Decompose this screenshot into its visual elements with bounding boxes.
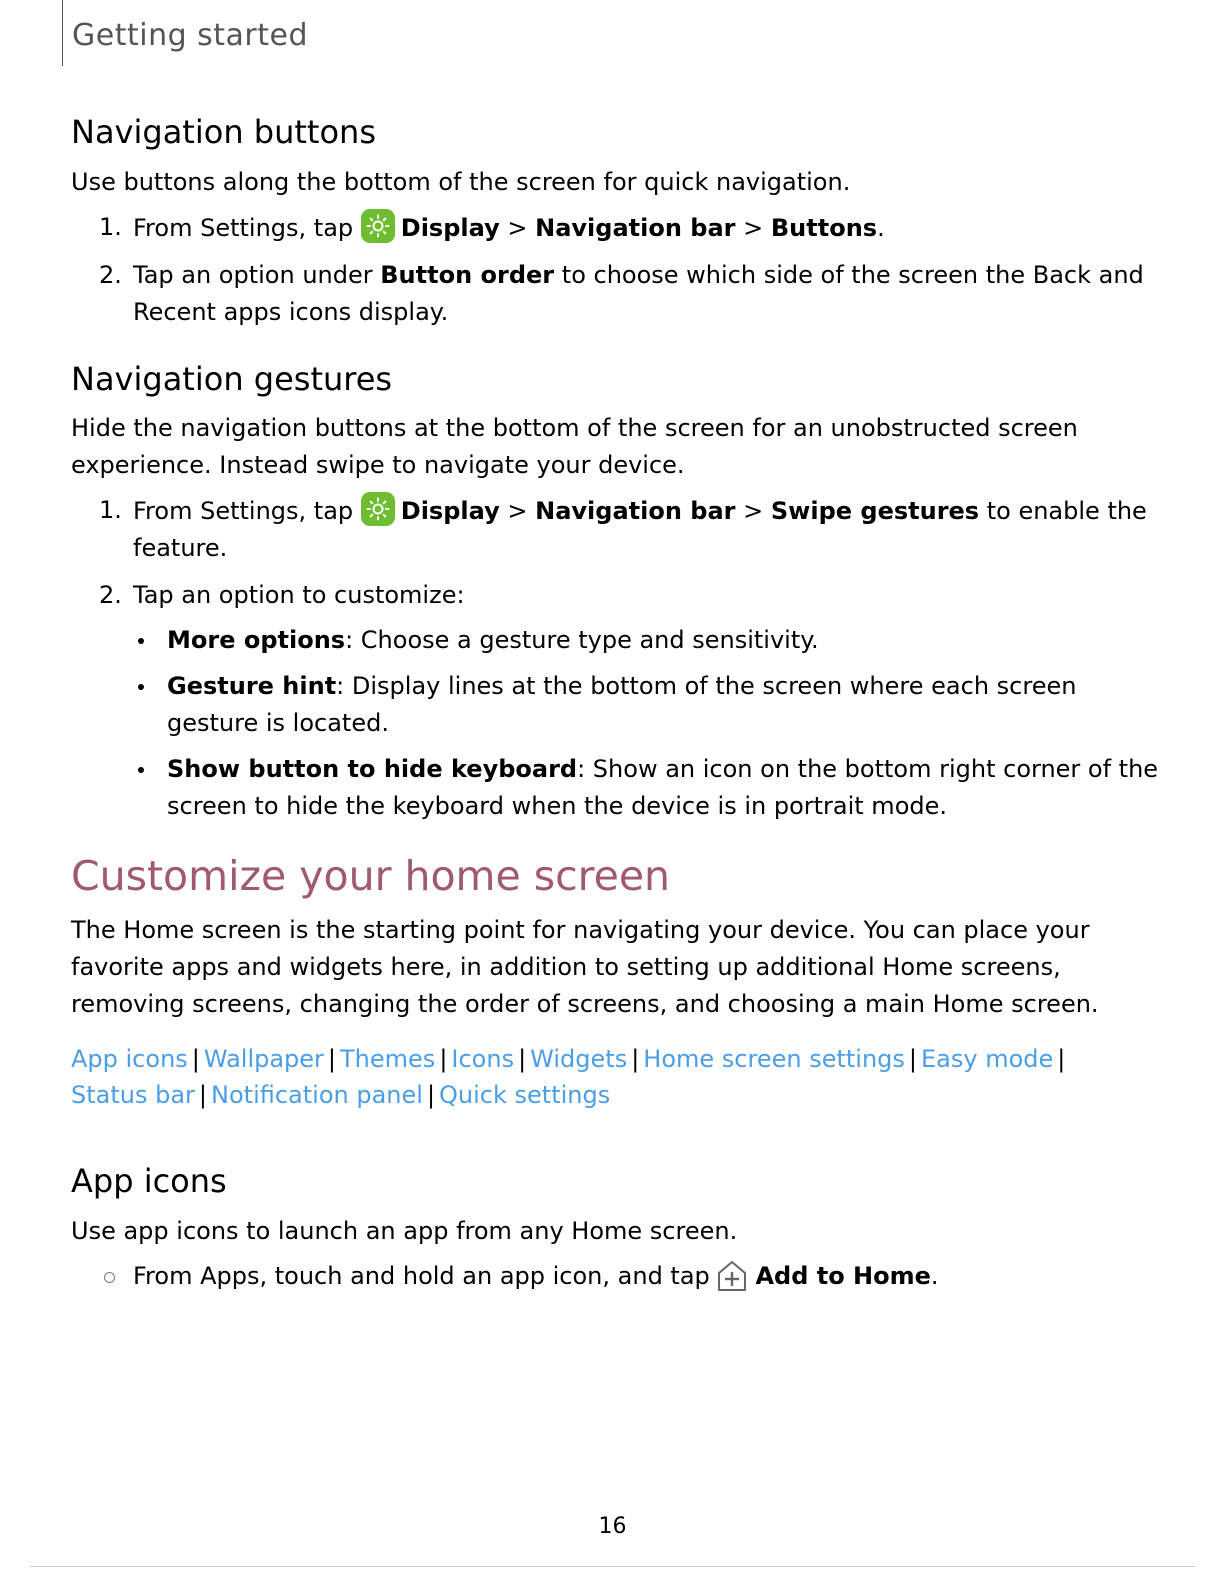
section-title-navigation-gestures: Navigation gestures [71,359,393,398]
sun-icon [361,492,395,526]
link-notification-panel[interactable]: Notification panel [211,1081,423,1110]
link-separator: | [908,1045,918,1074]
section-intro: Hide the navigation buttons at the bottom of the screen for an unobstructed screen experience. Instead swipe to navigate your device. [71,414,1078,480]
option-label: More options [167,626,346,655]
step-list [71,492,1161,825]
section-intro: The Home screen is the starting point for navigating your device. You can place your favorite apps and widgets here, in addition to setting up additional Home screens, removing screens, changing the order of screens, and choosing a main Home screen. [71,916,1099,1019]
link-home-screen-settings[interactable]: Home screen settings [643,1045,905,1074]
chapter-heading-customize-home-screen: Customize your home screen [71,852,671,901]
link-separator: | [191,1045,200,1074]
link-easy-mode[interactable]: Easy mode [921,1045,1054,1074]
step-text: to enable the feature. [133,497,1147,563]
sun-icon [361,209,395,243]
section-title-app-icons: App icons [71,1162,227,1201]
path-separator: > [507,497,528,526]
circle-bullet [104,1272,115,1283]
footer-rule [30,1566,1195,1567]
link-separator: | [327,1045,337,1074]
step-text: to choose which side of the screen the Back and Recent apps icons display. [133,260,1144,326]
menu-path-display: Display [400,213,500,242]
link-separator: | [198,1081,208,1110]
step-number: 2. [99,581,122,610]
chapter-title: Getting started [72,18,309,53]
step-item [71,492,1161,567]
step-text: From Settings, tap [133,213,354,242]
section-intro: Use buttons along the bottom of the screen for quick navigation. [71,167,851,196]
link-separator: | [518,1045,527,1074]
link-status-bar[interactable]: Status bar [71,1081,195,1110]
menu-path-buttons: Buttons [770,213,878,242]
menu-path-navigation-bar: Navigation bar [535,213,736,242]
step-list [71,209,1161,331]
link-wallpaper[interactable]: Wallpaper [203,1045,324,1074]
topic-links [71,1041,1161,1113]
option-text: : Display lines at the bottom of the screen where each screen gesture is located. [167,672,1077,738]
path-separator: > [743,213,764,242]
option-label: Show button to hide keyboard [167,755,578,784]
step-item [71,1258,1161,1295]
bullet-dot [138,767,144,773]
step-list [71,1258,1161,1295]
link-separator: | [1057,1045,1066,1074]
page-content [71,112,1161,1305]
page-number: 16 [598,1514,627,1539]
step-text: Tap an option to customize: [133,581,465,610]
path-separator: > [507,213,528,242]
option-label: Gesture hint [167,672,337,701]
link-separator: | [426,1081,436,1110]
option-item [133,751,1161,825]
step-text: From Apps, touch and hold an app icon, and tap [133,1262,710,1291]
bullet-dot [138,684,144,690]
section-title-navigation-buttons: Navigation buttons [71,113,376,151]
step-number: 1. [99,496,122,525]
link-themes[interactable]: Themes [340,1045,436,1074]
link-separator: | [631,1045,640,1074]
path-separator: > [743,497,764,526]
step-text: . [877,213,885,242]
option-list [133,622,1161,825]
step-item [71,577,1161,825]
step-text: From Settings, tap [133,497,354,526]
link-separator: | [439,1045,448,1074]
step-text: Tap an option under [133,260,373,289]
link-quick-settings[interactable]: Quick settings [439,1081,611,1110]
option-text: : Show an icon on the bottom right corner of the screen to hide the keyboard when the device is in portrait mode. [167,755,1159,821]
section-intro: Use app icons to launch an app from any Home screen. [71,1217,738,1246]
action-add-to-home: Add to Home [755,1262,931,1291]
link-icons[interactable]: Icons [451,1045,515,1074]
step-number: 2. [99,260,122,289]
link-widgets[interactable]: Widgets [530,1045,628,1074]
add-home-icon [717,1260,747,1292]
option-item [133,622,1161,659]
link-app-icons[interactable]: App icons [71,1045,188,1074]
option-text: : Choose a gesture type and sensitivity. [345,626,819,655]
step-text: . [930,1262,939,1291]
menu-path-navigation-bar: Navigation bar [535,497,736,526]
header-rule [62,0,63,66]
bullet-dot [138,638,144,644]
menu-path-display: Display [400,497,500,526]
menu-path-swipe-gestures: Swipe gestures [770,497,980,526]
step-item [71,257,1161,331]
step-number: 1. [99,212,122,241]
step-item [71,209,1161,247]
option-button-order: Button order [380,260,555,289]
option-item [133,668,1161,742]
